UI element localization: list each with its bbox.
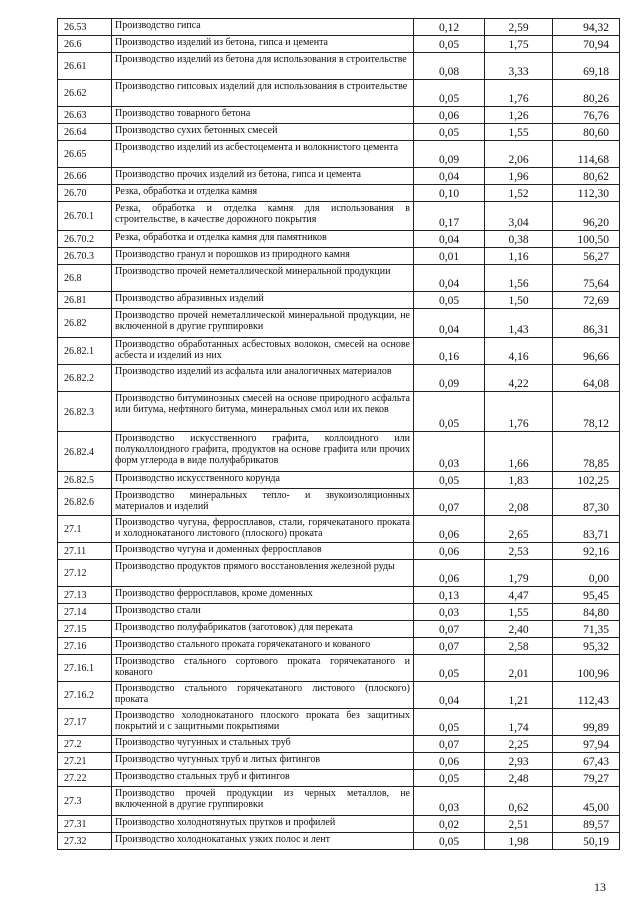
value-cell-3: 99,89 (553, 709, 620, 736)
name-cell: Производство холоднокатаных узких полос и лент (112, 833, 414, 850)
name-cell: Резка, обработка и отделка камня (112, 185, 414, 202)
code-cell: 26.62 (58, 80, 112, 107)
name-cell: Производство битуминозных смесей на основе природного асфальта или битума, нефтяного битума, минеральных смол или их пеков (112, 392, 414, 432)
code-cell: 26.6 (58, 36, 112, 53)
code-cell: 27.14 (58, 604, 112, 621)
value-cell-1: 0,01 (414, 248, 485, 265)
table-row (58, 709, 620, 736)
value-cell-3: 84,80 (553, 604, 620, 621)
table-row (58, 124, 620, 141)
value-cell-1: 0,10 (414, 185, 485, 202)
table-row (58, 309, 620, 338)
value-cell-1: 0,05 (414, 80, 485, 107)
name-cell: Производство ферросплавов, кроме доменных (112, 587, 414, 604)
value-cell-1: 0,17 (414, 202, 485, 231)
value-cell-1: 0,13 (414, 587, 485, 604)
code-cell: 27.31 (58, 816, 112, 833)
table-row (58, 432, 620, 472)
value-cell-2: 1,83 (485, 472, 553, 489)
table-row (58, 604, 620, 621)
value-cell-2: 2,25 (485, 736, 553, 753)
value-cell-3: 95,45 (553, 587, 620, 604)
code-cell: 26.53 (58, 19, 112, 36)
code-cell: 26.82 (58, 309, 112, 338)
table-row (58, 489, 620, 516)
value-cell-1: 0,09 (414, 365, 485, 392)
code-cell: 27.16.1 (58, 655, 112, 682)
value-cell-1: 0,04 (414, 682, 485, 709)
table-row (58, 292, 620, 309)
value-cell-2: 1,79 (485, 560, 553, 587)
table-row (58, 543, 620, 560)
value-cell-2: 3,04 (485, 202, 553, 231)
value-cell-2: 1,76 (485, 392, 553, 432)
code-cell: 26.63 (58, 107, 112, 124)
name-cell: Производство прочей неметаллической минеральной продукции (112, 265, 414, 292)
value-cell-1: 0,03 (414, 432, 485, 472)
code-cell: 26.70.2 (58, 231, 112, 248)
code-cell: 26.82.3 (58, 392, 112, 432)
code-cell: 27.3 (58, 787, 112, 816)
name-cell: Производство стальных труб и фитингов (112, 770, 414, 787)
value-cell-2: 2,08 (485, 489, 553, 516)
name-cell: Производство стали (112, 604, 414, 621)
value-cell-2: 2,48 (485, 770, 553, 787)
value-cell-1: 0,09 (414, 141, 485, 168)
value-cell-3: 80,62 (553, 168, 620, 185)
value-cell-2: 1,43 (485, 309, 553, 338)
table-row (58, 753, 620, 770)
value-cell-2: 0,62 (485, 787, 553, 816)
code-cell: 26.82.4 (58, 432, 112, 472)
table-row (58, 560, 620, 587)
code-cell: 26.61 (58, 53, 112, 80)
code-cell: 26.70 (58, 185, 112, 202)
value-cell-3: 96,20 (553, 202, 620, 231)
value-cell-1: 0,04 (414, 309, 485, 338)
value-cell-3: 45,00 (553, 787, 620, 816)
value-cell-1: 0,07 (414, 489, 485, 516)
value-cell-2: 2,53 (485, 543, 553, 560)
table-body (58, 19, 620, 850)
value-cell-1: 0,03 (414, 787, 485, 816)
name-cell: Производство обработанных асбестовых волокон, смесей на основе асбеста и изделий из них (112, 338, 414, 365)
value-cell-2: 2,93 (485, 753, 553, 770)
value-cell-2: 2,06 (485, 141, 553, 168)
name-cell: Производство прочих изделий из бетона, гипса и цемента (112, 168, 414, 185)
value-cell-1: 0,05 (414, 472, 485, 489)
value-cell-1: 0,04 (414, 265, 485, 292)
table-row (58, 638, 620, 655)
table-row (58, 472, 620, 489)
value-cell-2: 1,16 (485, 248, 553, 265)
code-cell: 27.21 (58, 753, 112, 770)
value-cell-3: 71,35 (553, 621, 620, 638)
value-cell-2: 1,50 (485, 292, 553, 309)
value-cell-3: 70,94 (553, 36, 620, 53)
value-cell-3: 114,68 (553, 141, 620, 168)
table-row (58, 36, 620, 53)
value-cell-1: 0,07 (414, 736, 485, 753)
value-cell-3: 100,50 (553, 231, 620, 248)
table-row (58, 185, 620, 202)
value-cell-1: 0,08 (414, 53, 485, 80)
table-row (58, 202, 620, 231)
value-cell-1: 0,05 (414, 392, 485, 432)
code-cell: 26.82.6 (58, 489, 112, 516)
value-cell-2: 1,96 (485, 168, 553, 185)
table-row (58, 365, 620, 392)
name-cell: Производство холоднотянутых прутков и профилей (112, 816, 414, 833)
value-cell-3: 67,43 (553, 753, 620, 770)
value-cell-2: 1,98 (485, 833, 553, 850)
value-cell-2: 2,65 (485, 516, 553, 543)
table-row (58, 816, 620, 833)
code-cell: 27.16.2 (58, 682, 112, 709)
code-cell: 26.82.1 (58, 338, 112, 365)
name-cell: Производство чугунных и стальных труб (112, 736, 414, 753)
value-cell-2: 1,66 (485, 432, 553, 472)
value-cell-1: 0,02 (414, 816, 485, 833)
name-cell: Производство искусственного графита, коллоидного или полуколлоидного графита, продуктов на основе графита или прочих форм углерода в виде полуфабрикатов (112, 432, 414, 472)
value-cell-1: 0,06 (414, 543, 485, 560)
code-cell: 27.16 (58, 638, 112, 655)
value-cell-1: 0,07 (414, 638, 485, 655)
value-cell-2: 4,16 (485, 338, 553, 365)
value-cell-2: 1,52 (485, 185, 553, 202)
value-cell-2: 1,56 (485, 265, 553, 292)
value-cell-3: 78,85 (553, 432, 620, 472)
code-cell: 26.70.1 (58, 202, 112, 231)
value-cell-1: 0,12 (414, 19, 485, 36)
name-cell: Производство продуктов прямого восстановления железной руды (112, 560, 414, 587)
value-cell-3: 75,64 (553, 265, 620, 292)
value-cell-3: 112,43 (553, 682, 620, 709)
table-row (58, 587, 620, 604)
code-cell: 27.1 (58, 516, 112, 543)
code-cell: 26.66 (58, 168, 112, 185)
code-cell: 27.32 (58, 833, 112, 850)
value-cell-3: 97,94 (553, 736, 620, 753)
name-cell: Резка, обработка и отделка камня для памятников (112, 231, 414, 248)
value-cell-2: 0,38 (485, 231, 553, 248)
table-row (58, 338, 620, 365)
value-cell-1: 0,06 (414, 516, 485, 543)
table-row (58, 392, 620, 432)
value-cell-3: 72,69 (553, 292, 620, 309)
value-cell-3: 78,12 (553, 392, 620, 432)
table-row (58, 621, 620, 638)
value-cell-1: 0,05 (414, 833, 485, 850)
name-cell: Производство гипсовых изделий для использования в строительстве (112, 80, 414, 107)
okved-table (57, 18, 620, 850)
value-cell-3: 96,66 (553, 338, 620, 365)
value-cell-3: 0,00 (553, 560, 620, 587)
code-cell: 26.82.5 (58, 472, 112, 489)
name-cell: Производство чугуна, ферросплавов, стали, горячекатаного проката и холоднокатаного листового (плоского) проката (112, 516, 414, 543)
value-cell-1: 0,16 (414, 338, 485, 365)
table-row (58, 833, 620, 850)
value-cell-3: 94,32 (553, 19, 620, 36)
code-cell: 26.64 (58, 124, 112, 141)
value-cell-3: 87,30 (553, 489, 620, 516)
table-row (58, 141, 620, 168)
value-cell-3: 86,31 (553, 309, 620, 338)
name-cell: Производство гранул и порошков из природного камня (112, 248, 414, 265)
table-row (58, 770, 620, 787)
value-cell-3: 69,18 (553, 53, 620, 80)
value-cell-3: 80,26 (553, 80, 620, 107)
name-cell: Производство изделий из асфальта или аналогичных материалов (112, 365, 414, 392)
value-cell-1: 0,06 (414, 560, 485, 587)
table-row (58, 516, 620, 543)
value-cell-3: 64,08 (553, 365, 620, 392)
name-cell: Производство абразивных изделий (112, 292, 414, 309)
value-cell-1: 0,04 (414, 168, 485, 185)
value-cell-3: 89,57 (553, 816, 620, 833)
value-cell-2: 4,47 (485, 587, 553, 604)
code-cell: 27.13 (58, 587, 112, 604)
name-cell: Производство стального горячекатаного листового (плоского) проката (112, 682, 414, 709)
name-cell: Резка, обработка и отделка камня для использования в строительстве, в качестве дорожного покрытия (112, 202, 414, 231)
table-row (58, 736, 620, 753)
name-cell: Производство полуфабрикатов (заготовок) для переката (112, 621, 414, 638)
code-cell: 26.82.2 (58, 365, 112, 392)
value-cell-1: 0,06 (414, 107, 485, 124)
value-cell-3: 92,16 (553, 543, 620, 560)
value-cell-3: 102,25 (553, 472, 620, 489)
code-cell: 26.70.3 (58, 248, 112, 265)
value-cell-2: 1,55 (485, 604, 553, 621)
code-cell: 26.65 (58, 141, 112, 168)
name-cell: Производство прочей продукции из черных металлов, не включенной в другие группировки (112, 787, 414, 816)
value-cell-1: 0,04 (414, 231, 485, 248)
table-row (58, 787, 620, 816)
value-cell-3: 79,27 (553, 770, 620, 787)
table-row (58, 107, 620, 124)
value-cell-2: 2,59 (485, 19, 553, 36)
value-cell-2: 1,75 (485, 36, 553, 53)
value-cell-3: 95,32 (553, 638, 620, 655)
table-row (58, 168, 620, 185)
page-number: 13 (594, 880, 606, 894)
value-cell-2: 1,74 (485, 709, 553, 736)
code-cell: 27.11 (58, 543, 112, 560)
value-cell-1: 0,05 (414, 709, 485, 736)
name-cell: Производство прочей неметаллической минеральной продукции, не включенной в другие группировки (112, 309, 414, 338)
name-cell: Производство товарного бетона (112, 107, 414, 124)
value-cell-2: 1,26 (485, 107, 553, 124)
value-cell-3: 50,19 (553, 833, 620, 850)
name-cell: Производство стального сортового проката горячекатаного и кованого (112, 655, 414, 682)
value-cell-3: 100,96 (553, 655, 620, 682)
name-cell: Производство искусственного корунда (112, 472, 414, 489)
value-cell-2: 2,40 (485, 621, 553, 638)
code-cell: 27.17 (58, 709, 112, 736)
table-row (58, 19, 620, 36)
name-cell: Производство изделий из бетона, гипса и цемента (112, 36, 414, 53)
value-cell-2: 3,33 (485, 53, 553, 80)
table-row (58, 231, 620, 248)
name-cell: Производство стального проката горячекатаного и кованого (112, 638, 414, 655)
value-cell-3: 56,27 (553, 248, 620, 265)
value-cell-2: 1,76 (485, 80, 553, 107)
value-cell-2: 2,51 (485, 816, 553, 833)
name-cell: Производство сухих бетонных смесей (112, 124, 414, 141)
name-cell: Производство холоднокатаного плоского проката без защитных покрытий и с защитными покрытиями (112, 709, 414, 736)
name-cell: Производство изделий из бетона для использования в строительстве (112, 53, 414, 80)
code-cell: 26.8 (58, 265, 112, 292)
name-cell: Производство чугуна и доменных ферросплавов (112, 543, 414, 560)
value-cell-3: 83,71 (553, 516, 620, 543)
name-cell: Производство чугунных труб и литых фитингов (112, 753, 414, 770)
table-row (58, 53, 620, 80)
value-cell-3: 76,76 (553, 107, 620, 124)
value-cell-3: 112,30 (553, 185, 620, 202)
table-row (58, 248, 620, 265)
value-cell-1: 0,06 (414, 753, 485, 770)
code-cell: 27.22 (58, 770, 112, 787)
table-row (58, 655, 620, 682)
table-row (58, 682, 620, 709)
name-cell: Производство гипса (112, 19, 414, 36)
value-cell-1: 0,07 (414, 621, 485, 638)
value-cell-1: 0,03 (414, 604, 485, 621)
code-cell: 26.81 (58, 292, 112, 309)
value-cell-2: 2,58 (485, 638, 553, 655)
value-cell-2: 4,22 (485, 365, 553, 392)
value-cell-1: 0,05 (414, 36, 485, 53)
name-cell: Производство минеральных тепло- и звукоизоляционных материалов и изделий (112, 489, 414, 516)
code-cell: 27.2 (58, 736, 112, 753)
value-cell-1: 0,05 (414, 124, 485, 141)
name-cell: Производство изделий из асбестоцемента и волокнистого цемента (112, 141, 414, 168)
value-cell-2: 1,55 (485, 124, 553, 141)
code-cell: 27.12 (58, 560, 112, 587)
value-cell-1: 0,05 (414, 655, 485, 682)
table-row (58, 265, 620, 292)
value-cell-2: 1,21 (485, 682, 553, 709)
value-cell-1: 0,05 (414, 292, 485, 309)
value-cell-2: 2,01 (485, 655, 553, 682)
value-cell-3: 80,60 (553, 124, 620, 141)
table-row (58, 80, 620, 107)
code-cell: 27.15 (58, 621, 112, 638)
value-cell-1: 0,05 (414, 770, 485, 787)
